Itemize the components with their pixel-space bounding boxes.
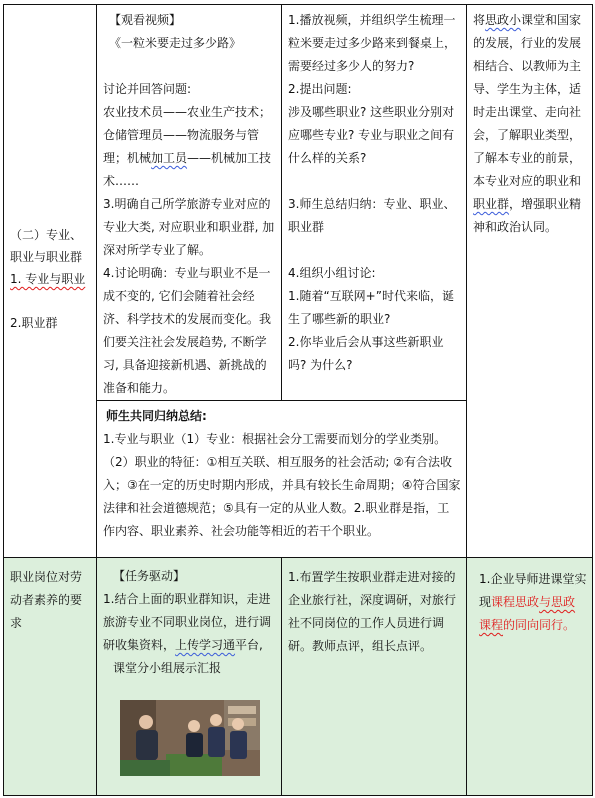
discuss-text: 农业技术员——农业生产技术；仓储管理员——物流服务与管理；机械加工员——机械加工技术……: [103, 105, 272, 188]
topic-title: （二）专业、职业与职业群: [10, 228, 83, 264]
step-3: 3.师生总结归纳：专业、职业、职业群: [288, 197, 456, 234]
row-divider: [3, 557, 593, 558]
step-4-item-2: 2.你毕业后会从事这些新职业吗? 为什么?: [288, 335, 444, 372]
ideology-text: 将思政小课堂和国家的发展，行业的发展相结合、以教师为主导、学生为主体，适时走出课堂、走向社会，了解职业类型，了解本专业的前景，本专业对应的职业和职业群，增强职业精神和政治认同。: [473, 13, 582, 234]
row2-ideology-cell: [467, 564, 592, 637]
step-2-head: 2.提出问题:: [288, 82, 352, 96]
row1-ideology-cell: [467, 5, 592, 239]
step-4-item-1: 1.随着“互联网+”时代来临，诞生了哪些新的职业?: [288, 289, 454, 326]
video-tag: 【观看视频】: [109, 13, 182, 27]
row1-topic-cell: [4, 224, 96, 334]
point-4: 4.讨论明确：专业与职业不是一成不变的, 它们会随着社会经济、科学技术的发展而变化。我们要关注社会发展趋势, 不断学习, 具备迎接新机遇、新挑战的准备和能力。: [103, 266, 272, 395]
row2-topic-cell: [4, 562, 96, 635]
step-1: 1.播放视频，并组织学生梳理一粒米要走过多少路来到餐桌上，需要经过多少人的努力?: [288, 13, 457, 73]
topic-item-2: 2.职业群: [10, 316, 58, 330]
row1-content-cell: [97, 5, 281, 400]
row2-topic-title: 职业岗位对劳动者素养的要求: [10, 570, 83, 630]
summary-cell: [97, 401, 466, 557]
classroom-photo: [120, 700, 260, 776]
video-title: 《一粒米要走过多少路》: [109, 36, 242, 50]
row2-ideology-text: 1.企业导师进课堂实现课程思政与思政课程的同向同行。: [479, 572, 587, 632]
point-3: 3.明确自己所学旅游专业对应的专业大类, 对应职业和职业群, 加深对所学专业了解。: [103, 197, 275, 257]
task-report: 课堂分小组展示汇报: [113, 661, 222, 675]
table-border-right: [592, 4, 593, 796]
task-text: 1.结合上面的职业群知识，走进旅游专业不同职业岗位，进行调研收集资料，上传学习通平台,: [103, 592, 272, 652]
topic-item-1: 1. 专业与职业: [10, 272, 86, 286]
summary-heading: 师生共同归纳总结:: [106, 409, 207, 423]
row1-teacher-cell: [282, 5, 466, 400]
table-border-bottom: [3, 795, 593, 796]
task-tag: 【任务驱动】: [113, 569, 186, 583]
row2-teacher-text: 1.布置学生按职业群走进对接的企业旅行社，深度调研，对旅行社不同岗位的工作人员进行调研。教师点评，组长点评。: [288, 570, 457, 653]
step-4-head: 4.组织小组讨论:: [288, 266, 376, 280]
summary-body: 1.专业与职业（1）专业：根据社会分工需要而划分的学业类别。（2）职业的特征：①相互关联、相互服务的社会活动; ②有合法收入；③在一定的历史时期内形成，并具有较长生命周期；④符合国家法律和社会道德规范；⑤具有一定的从业人数。2.职业群是指，工作内容、职业素养、社会功能等相近的若干个职业。: [103, 432, 461, 538]
row2-content-cell: [97, 561, 281, 680]
row2-teacher-cell: [282, 562, 466, 658]
discuss-heading: 讨论并回答问题:: [103, 82, 192, 96]
step-2-body: 涉及哪些职业? 这些职业分别对应哪些专业? 专业与职业之间有什么样的关系?: [288, 105, 455, 165]
table-border-left: [3, 4, 4, 796]
